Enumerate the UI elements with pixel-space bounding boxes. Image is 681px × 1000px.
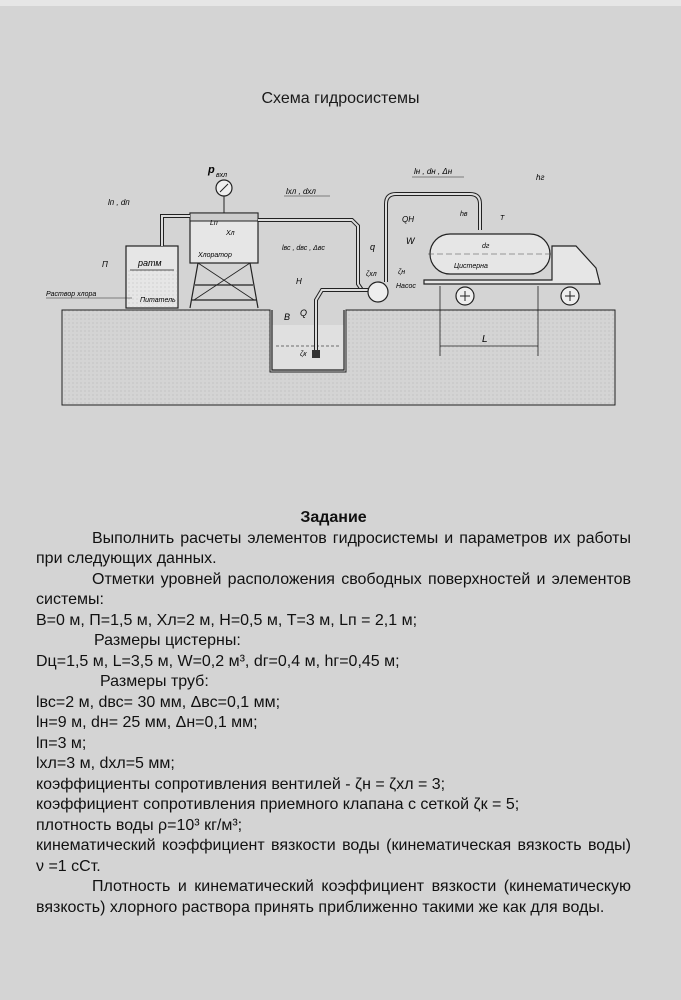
label-q: q (370, 242, 376, 252)
label-b: В (284, 312, 291, 322)
label-p-vkh: p (208, 164, 215, 176)
tank-intro: Размеры цистерны: (94, 632, 241, 649)
pipe-n: lн=9 м, dн= 25 мм, Δн=0,1 мм; (36, 714, 258, 731)
label-pitatel: Питатель (140, 297, 176, 304)
label-w: W (406, 236, 415, 246)
label-l-vs-d-vs-delta-vs: lвс , dвс , Δвс (282, 245, 325, 252)
pipe-lxl (258, 187, 377, 290)
intake-coef: коэффициент сопротивления приемного клапана с сеткой ζк = 5; (36, 796, 520, 813)
label-dzeta-k: ζк (300, 351, 307, 358)
label-d-r: dг (482, 243, 490, 250)
label-p-vkh-sub: вхл (216, 172, 228, 179)
levels-intro: Отметки уровней расположения свободных поверхностей и элементов системы: (36, 570, 631, 608)
density: плотность воды ρ=10³ кг/м³; (36, 816, 243, 834)
pipe-xl: lхл=3 м, dхл=5 мм; (36, 755, 175, 772)
label-l-p-d-p: lп , dп (108, 198, 130, 207)
valves-coef: коэффициенты сопротивления вентилей - ζн = ζхл = 3; (36, 775, 446, 793)
label-chlorator: Хлоратор (198, 252, 232, 259)
task-block (36, 508, 631, 918)
page-title: Схема гидросистемы (261, 90, 420, 107)
top-edge (0, 0, 681, 6)
hydraulic-scheme-diagram (40, 150, 620, 412)
label-nabla-p: П (102, 260, 108, 269)
tank-values: Dц=1,5 м, L=3,5 м, W=0,2 м³, dг=0,4 м, hг=0,45 м; (36, 652, 400, 670)
levels-values: В=0 м, П=1,5 м, Хл=2 м, Н=0,5 м, Т=3 м, Lп = 2,1 м; (36, 611, 418, 629)
ground (62, 310, 615, 405)
label-h-v: hв (460, 211, 468, 218)
feeder-tank (46, 246, 178, 308)
label-dzeta-xl: ζхл (366, 271, 377, 278)
task-heading: Задание (300, 509, 367, 526)
chlorator (190, 213, 258, 308)
chlorine-note: Плотность и кинематический коэффициент вязкости (кинематическую вязкость) хлорного раствора принять приближенно такими же как для воды. (36, 878, 631, 916)
label-nabla-xl: Хл (226, 230, 235, 237)
label-nabla-lp: Lп (210, 220, 218, 227)
label-cisterna: Цистерна (454, 263, 488, 270)
label-h-g-top: hг (536, 173, 545, 182)
viscosity: кинематический коэффициент вязкости воды (кинематическая вязкость воды) ν =1 сСт. (36, 837, 631, 875)
label-qh: QH (402, 215, 414, 224)
pipe-vs: lвс=2 м, dвс= 30 мм, Δвс=0,1 мм; (36, 693, 281, 711)
label-p-atm: pатм (138, 258, 162, 268)
pipe-lp (108, 198, 190, 246)
task-intro: Выполнить расчеты элементов гидросистемы и параметров их работы при следующих данных. (36, 529, 631, 567)
label-l-big: L (482, 334, 488, 345)
pressure-gauge (207, 164, 232, 213)
label-nasos: Насос (396, 283, 416, 290)
label-l-xl-d-xl: lхл , dхл (286, 187, 316, 196)
pipes-intro: Размеры труб: (100, 673, 209, 690)
label-nabla-t: Т (500, 215, 505, 222)
label-rastvor-khlora: Раствор хлора (46, 291, 97, 298)
label-q-big: Q (300, 308, 308, 318)
pipe-p: lп=3 м; (36, 734, 87, 752)
label-l-n-d-n-delta-n: lн , dн , Δн (414, 167, 453, 176)
label-nabla-h: Н (296, 277, 302, 286)
label-dzeta-n: ζн (398, 269, 406, 276)
